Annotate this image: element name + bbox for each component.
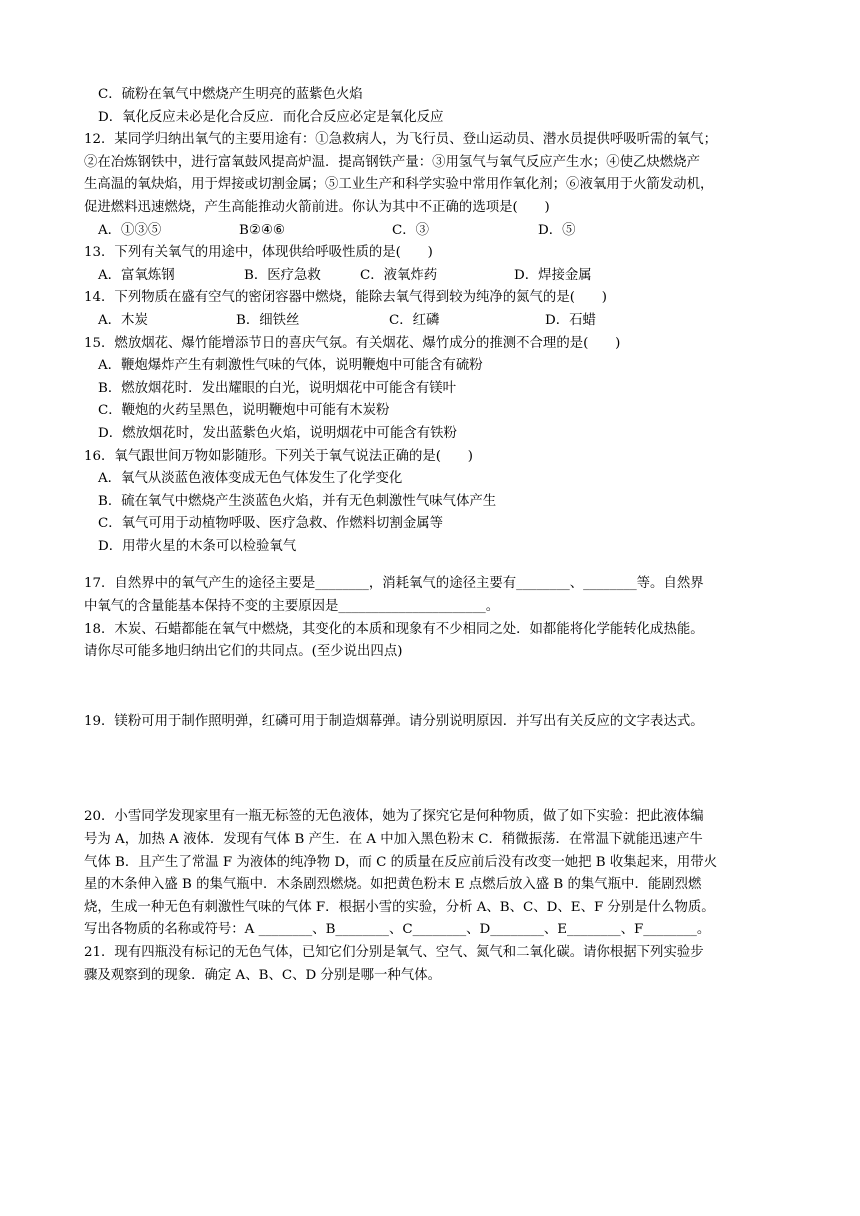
q14-option-a: A．木炭 — [98, 312, 148, 328]
q15-option-a: A．鞭炮爆炸产生有刺激性气味的气体，说明鞭炮中可能含有硫粉 — [98, 358, 483, 374]
q12-line-1: 12．某同学归纳出氧气的主要用途有：①急救病人，为飞行员、登山运动员、潜水员提供呼吸听需的氧气； — [84, 132, 718, 148]
q12-option-b: B②④⑥ — [239, 222, 285, 238]
q20-line-3: 气体 B．且产生了常温 F 为液体的纯净物 D，而 C 的质量在反应前后没有改变一她把 B 收集起来，用带火 — [84, 854, 718, 870]
q19-line-1: 19．镁粉可用于制作照明弹，红磷可用于制造烟幕弹。请分别说明原因．并写出有关反应的文字表达式。 — [84, 713, 704, 729]
question-21 — [84, 942, 784, 987]
q13-option-d: D．焊接金属 — [514, 267, 592, 283]
prev-option-d: D．氧化反应未必是化合反应．而化合反应必定是氧化反应 — [98, 109, 444, 125]
q13-stem: 13．下列有关氧气的用途中，体现供给呼吸性质的是( ) — [84, 245, 433, 261]
q17-line-1: 17．自然界中的氧气产生的途径主要是________，消耗氧气的途径主要有________、________等。自然界 — [84, 576, 704, 592]
q12-option-a: A．①③⑤ — [98, 222, 162, 238]
q21-line-1: 21．现有四瓶没有标记的无色气体，已知它们分别是氧气、空气、氮气和二氧化碳。请你根据下列实验步 — [84, 945, 704, 960]
q15-stem: 15．燃放烟花、爆竹能增添节日的喜庆气氛。有关烟花、爆竹成分的推测不合理的是( ) — [84, 335, 621, 351]
q13-option-a: A．富氧炼钢 — [98, 267, 175, 283]
q17-line-2: 中氧气的含量能基本保持不变的主要原因是______________________。 — [84, 599, 500, 615]
prev-option-c: C．硫粉在氧气中燃烧产生明亮的蓝紫色火焰 — [98, 87, 363, 102]
worksheet-page — [84, 84, 784, 987]
q14-option-b: B．细铁丝 — [236, 312, 300, 328]
q12-option-c: C．③ — [392, 222, 430, 238]
question-18 — [84, 619, 784, 664]
question-16 — [84, 446, 784, 559]
q13-option-c: C．液氧炸药 — [360, 267, 438, 283]
question-14 — [84, 287, 784, 332]
q15-option-c: C．鞭炮的火药呈黑色，说明鞭炮中可能有木炭粉 — [98, 403, 390, 419]
q13-option-b: B．医疗急救 — [244, 267, 321, 283]
q12-line-3: 生高温的氧炔焰，用于焊接或切割金属；⑤工业生产和科学实验中常用作氧化剂；⑥液氧用于火箭发动机， — [84, 177, 714, 193]
q16-option-d: D．用带火星的木条可以检验氧气 — [98, 538, 297, 554]
q14-option-c: C．红磷 — [389, 312, 440, 328]
q20-line-1: 20．小雪同学发现家里有一瓶无标签的无色液体，她为了探究它是何种物质，做了如下实验：把此液体编 — [84, 809, 704, 825]
q16-option-b: B．硫在氧气中燃烧产生淡蓝色火焰，并有无色刺激性气味气体产生 — [98, 493, 497, 509]
q12-line-4: 促进燃料迅速燃烧，产生高能推动火箭前进。你认为其中不正确的选项是( ) — [84, 199, 550, 215]
q12-options — [84, 220, 784, 243]
q20-line-5: 烧，生成一种无色有刺激性气味的气体 F．根据小雪的实验，分析 A、B、C、D、E、F 分别是什么物质。 — [84, 899, 715, 915]
question-20 — [84, 806, 784, 942]
q13-options — [84, 265, 784, 288]
q16-stem: 16．氧气跟世间万物如影随形。下列关于氧气说法正确的是( ) — [84, 448, 474, 464]
q15-option-d: D．燃放烟花时，发出蓝紫色火焰，说明烟花中可能含有铁粉 — [98, 425, 457, 441]
q12-line-2: ②在冶炼钢铁中，进行富氧鼓风提高炉温．提高钢铁产量：③用氢气与氧气反应产生水；④使乙炔燃烧产 — [84, 154, 700, 170]
q20-line-6: 写出各物质的名称或符号：A ________、B________、C________、D________、E________、F________。 — [84, 922, 711, 938]
q12-option-d: D．⑤ — [538, 222, 576, 238]
q15-option-b: B．燃放烟花时．发出耀眼的白光，说明烟花中可能含有镁叶 — [98, 380, 456, 396]
question-15 — [84, 333, 784, 446]
q20-line-4: 星的木条伸入盛 B 的集气瓶中．木条剧烈燃烧。如把黄色粉末 E 点燃后放入盛 B 的集气瓶中．能剧烈燃 — [84, 877, 702, 893]
q16-option-a: A．氧气从淡蓝色液体变成无色气体发生了化学变化 — [98, 471, 403, 487]
question-17 — [84, 573, 784, 618]
q20-line-2: 号为 A，加热 A 液体．发现有气体 B 产生．在 A 中加入黑色粉末 C．稍微振荡．在常温下就能迅速产牛 — [84, 832, 703, 848]
question-12 — [84, 129, 784, 242]
question-13 — [84, 242, 784, 287]
q16-option-c: C．氧气可用于动植物呼吸、医疗急救、作燃料切割金属等 — [98, 516, 444, 532]
q21-line-2: 骤及观察到的现象．确定 A、B、C、D 分别是哪一种气体。 — [84, 967, 441, 983]
q14-options — [84, 310, 784, 333]
q14-stem: 14．下列物质在盛有空气的密闭容器中燃烧，能除去氧气得到较为纯净的氮气的是( ) — [84, 290, 607, 306]
q14-option-d: D．石蜡 — [545, 312, 596, 328]
q18-line-2: 请你尽可能多地归纳出它们的共同点。(至少说出四点) — [84, 644, 403, 660]
q18-line-1: 18．木炭、石蜡都能在氧气中燃烧，其变化的本质和现象有不少相同之处．如都能将化学能转化成热能。 — [84, 621, 704, 637]
question-19 — [84, 711, 784, 734]
